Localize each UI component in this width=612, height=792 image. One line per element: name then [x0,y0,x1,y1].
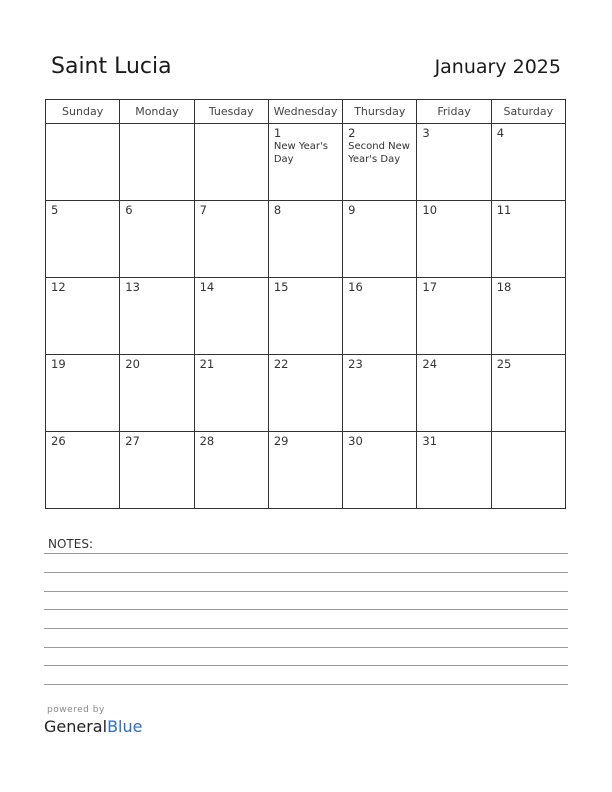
day-number: 4 [496,126,505,140]
day-number: 7 [199,203,207,217]
day-cell [120,124,194,201]
day-cell [194,355,268,432]
day-cell [343,124,417,201]
day-cell [491,355,565,432]
day-cell [46,278,120,355]
day-number: 14 [199,280,215,294]
weekday-header: Friday [417,100,491,124]
notes-line [44,553,568,554]
week-row [46,432,566,509]
brand-general-text: General [44,717,108,736]
notes-line [44,609,568,610]
day-number: 27 [125,434,140,448]
day-number: 16 [348,280,363,294]
day-number: 25 [496,357,512,371]
day-number: 11 [496,203,512,217]
week-row [46,278,566,355]
day-number: 15 [273,280,289,294]
day-number: 31 [422,434,438,448]
notes-line [44,684,568,685]
week-row [46,124,566,201]
day-cell [268,355,342,432]
day-number: 24 [422,357,438,371]
day-cell [491,278,565,355]
day-number: 6 [125,203,133,217]
day-number: 17 [422,280,438,294]
day-number: 3 [422,126,430,140]
day-cell [194,278,268,355]
day-number: 30 [348,434,363,448]
week-row [46,201,566,278]
day-number: 9 [348,203,356,217]
day-cell [491,432,565,509]
month-year-title: January 2025 [434,56,561,78]
day-number: 18 [496,280,512,294]
day-number: 21 [199,357,215,371]
week-row [46,355,566,432]
notes-line [44,628,568,629]
day-cell [194,201,268,278]
day-number: 2 [348,126,356,140]
day-cell [120,432,194,509]
day-cell [343,278,417,355]
day-number [492,432,565,434]
day-cell [46,201,120,278]
holiday-label: Second New Year's Day [348,141,410,165]
notes-line [44,647,568,648]
day-cell [268,124,342,201]
day-cell [343,432,417,509]
calendar-grid [45,99,566,509]
day-cell [268,201,342,278]
day-cell [417,201,491,278]
day-cell [268,432,342,509]
day-number: 26 [51,434,66,448]
weekday-header: Saturday [491,100,565,124]
powered-by-text: powered by [47,705,105,715]
day-cell [46,124,120,201]
brand-logo [44,717,142,736]
day-number: 29 [273,434,289,448]
day-number: 13 [125,280,140,294]
day-number: 12 [51,280,66,294]
day-number: 5 [51,203,59,217]
day-cell [194,432,268,509]
day-number: 1 [273,126,282,140]
day-number [195,124,268,126]
day-number: 20 [125,357,140,371]
day-number: 22 [273,357,289,371]
day-cell [491,124,565,201]
notes-line [44,665,568,666]
weekday-header: Sunday [46,100,120,124]
day-cell [268,278,342,355]
holiday-label: New Year's Day [273,141,328,165]
day-cell [343,355,417,432]
day-cell [120,201,194,278]
day-number: 23 [348,357,363,371]
weekday-header: Wednesday [268,100,342,124]
day-cell [120,355,194,432]
day-cell [120,278,194,355]
day-cell [417,278,491,355]
day-cell [194,124,268,201]
day-cell [417,124,491,201]
day-cell [46,432,120,509]
notes-label: NOTES: [48,537,93,551]
brand-blue-text: Blue [107,717,143,736]
notes-line [44,572,568,573]
day-cell [417,432,491,509]
day-cell [343,201,417,278]
day-cell [491,201,565,278]
day-number: 28 [199,434,215,448]
weekday-header: Thursday [343,100,417,124]
country-title: Saint Lucia [51,54,172,79]
weekday-header: Monday [120,100,194,124]
day-number [120,124,193,126]
notes-line [44,591,568,592]
day-cell [417,355,491,432]
weekday-header: Tuesday [194,100,268,124]
day-cell [46,355,120,432]
weekday-header-row [46,100,566,124]
day-number [46,124,119,126]
day-number: 19 [51,357,66,371]
day-number: 8 [273,203,282,217]
day-number: 10 [422,203,438,217]
